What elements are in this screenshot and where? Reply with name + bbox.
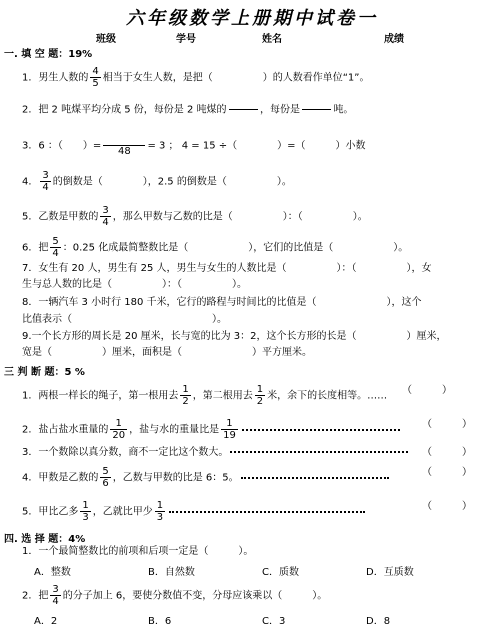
fill-question-4: 4． $\frac{3}{4}$ 的倒数是（ ），2.5 的倒数是（ ）。: [22, 170, 292, 193]
fraction: $\frac{1}{20}$: [112, 418, 126, 441]
fraction: $\frac{1}{3}$: [82, 500, 89, 523]
fraction: $\frac{3}{4}$: [52, 584, 59, 607]
choice-question-2: 2．把 $\frac{3}{4}$ 的分子加上 6，要使分数值不变，分母应该乘以（ ）。: [22, 584, 328, 607]
fill-question-9-line-2: 宽是（ ）厘米，面积是（ ）平方厘米。: [22, 347, 312, 358]
fill-question-1: 1．男生人数的 $\frac{4}{5}$ 相当于女生人数，是把（ ）的人数看作单位“1”。: [22, 66, 370, 89]
choice-question-1: 1．一个最简整数比的前项和后项一定是（ ）。: [22, 546, 254, 557]
choice-1-option-d: D．互质数: [366, 567, 414, 578]
judge-question-1: 1．两根一样长的绳子，第一根用去 $\frac{1}{2}$ ，第二根用去 $\frac{1}{2}$ 米，余下的长度相等。…… （ ）: [22, 384, 452, 407]
judge-question-3: 3．一个数除以真分数，商不一定比这个数大。 （ ）: [22, 447, 472, 458]
choice-2-option-a: A．2: [34, 616, 58, 627]
fraction: $\frac{3}{4}$: [42, 170, 49, 193]
fill-question-7-line-2: 生与总人数的比是（ ）：（ ）。: [22, 279, 247, 290]
fill-question-5: 5．乙数是甲数的 $\frac{3}{4}$ ，那么甲数与乙数的比是（ ）：（ ）。: [22, 205, 368, 228]
name-label: 姓名: [262, 34, 282, 45]
blank-fraction: [229, 98, 258, 121]
answer-paren: （ ）: [422, 467, 472, 478]
section-fill-in-heading: 一. 填 空 题：19%: [4, 49, 93, 60]
fill-question-6: 6．把 $\frac{5}{4}$ ：0.25 化成最简整数比是（ ），它们的比值是（ ）。: [22, 236, 409, 259]
fill-question-9-line-1: 9.一个长方形的周长是 20 厘米，长与宽的比为 3：2，这个长方形的长是（ ）厘米，: [22, 331, 447, 342]
fraction: $\frac{1}{2}$: [256, 384, 264, 407]
fraction: $\frac{5}{6}$: [102, 466, 109, 489]
fill-question-7-line-1: 7．女生有 20 人，男生有 25 人，男生与女生的人数比是（ ）：（ ），女: [22, 263, 432, 274]
fill-question-2: 2．把 2 吨煤平均分成 5 份，每份是 2 吨煤的 ，每份是 吨。: [22, 98, 498, 121]
answer-paren: （ ）: [402, 385, 452, 396]
section-choice-heading: 四. 选 择 题：4%: [4, 534, 86, 545]
answer-paren: （ ）: [422, 447, 472, 458]
fraction: $\frac{1}{3}$: [156, 500, 164, 523]
choice-1-option-b: B．自然数: [148, 567, 195, 578]
fraction: $\frac{3}{4}$: [102, 205, 109, 228]
fill-question-8-line-1: 8．一辆汽车 3 小时行 180 千米，它行的路程与时间比的比值是（ ），这个: [22, 297, 422, 308]
fraction: $\frac{5}{4}$: [52, 236, 59, 259]
judge-question-2: 2．盐占盐水重量的 $\frac{1}{20}$ ，盐与水的重量比是 $\frac{1}{19}$ （ ）: [22, 418, 472, 441]
choice-2-option-d: D．8: [366, 616, 391, 627]
choice-2-option-b: B．6: [148, 616, 172, 627]
choice-1-option-c: C．质数: [262, 567, 299, 578]
answer-paren: （ ）: [422, 419, 472, 430]
choice-2-option-c: C．3: [262, 616, 286, 627]
class-label: 班级: [96, 34, 116, 45]
choice-1-option-a: A．整数: [34, 567, 71, 578]
exam-title: 六年级数学上册期中试卷一: [126, 8, 378, 29]
answer-paren: （ ）: [422, 501, 472, 512]
fraction: $\frac{1}{19}$: [223, 418, 236, 441]
fill-question-8-line-2: 比值表示（ ）。: [22, 314, 227, 325]
fill-question-3: 3．6 ：（ ）= 48 = 3 ； 4 = 15 ÷（ ）=（ ）小数: [22, 134, 498, 157]
judge-question-5: 5．甲比乙多 $\frac{1}{3}$ ，乙就比甲少 $\frac{1}{3}$ （ ）: [22, 500, 472, 523]
blank-fraction: 48: [103, 134, 145, 157]
fraction: $\frac{4}{5}$: [92, 66, 99, 89]
judge-question-4: 4．甲数是乙数的 $\frac{5}{6}$ ，乙数与甲数的比是 6：5。 （ ）: [22, 466, 472, 489]
score-label: 成绩: [384, 34, 404, 45]
section-judgement-heading: 三 判 断 题：5 %: [4, 367, 85, 378]
fraction: $\frac{1}{2}$: [182, 384, 189, 407]
student-number-label: 学号: [176, 34, 196, 45]
blank-fraction: [302, 98, 331, 121]
